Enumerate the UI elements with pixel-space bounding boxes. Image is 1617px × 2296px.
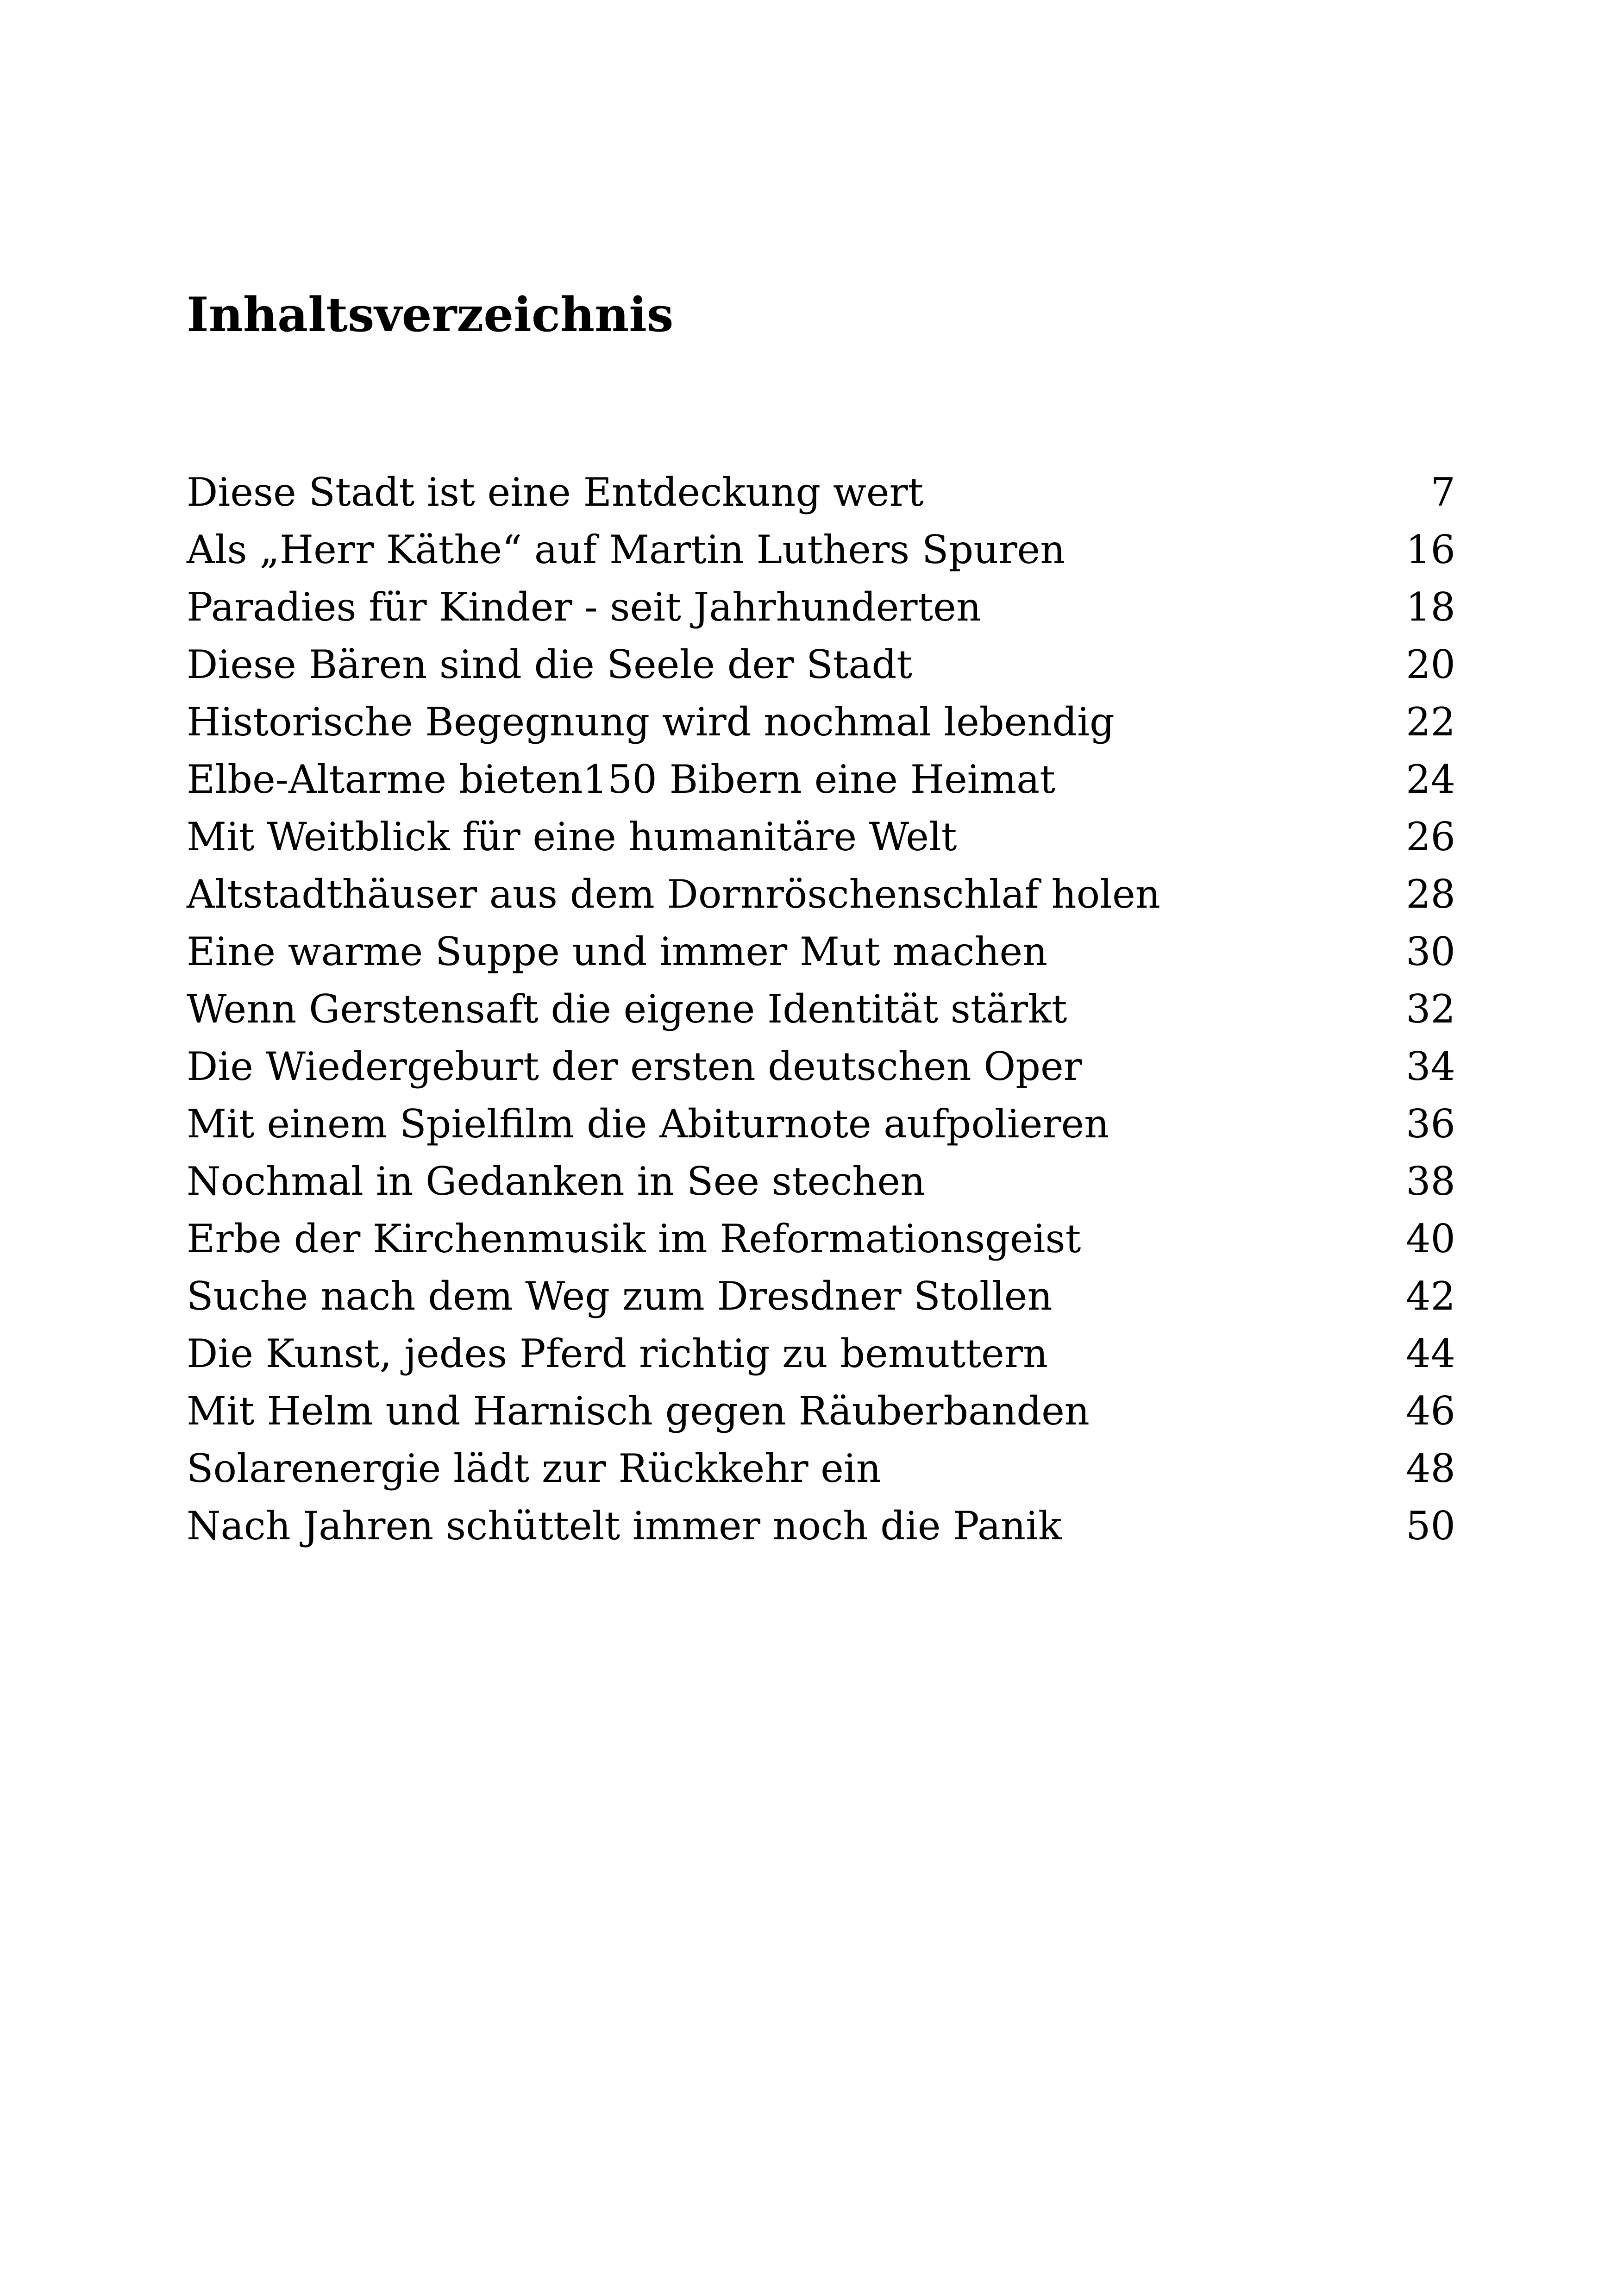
toc-entry-title: Mit Weitblick für eine humanitäre Welt: [187, 814, 957, 859]
toc-entry-title: Erbe der Kirchenmusik im Reformationsgeist: [187, 1216, 1081, 1261]
toc-entry-page-number: 36: [1406, 1101, 1455, 1147]
toc-entry-title: Die Wiedergeburt der ersten deutschen Oper: [187, 1044, 1082, 1089]
toc-entry-title: Nach Jahren schüttelt immer noch die Panik: [187, 1503, 1062, 1549]
toc-entry-title: Elbe-Altarme bieten150 Bibern eine Heimat: [187, 757, 1056, 802]
toc-entry-title: Wenn Gerstensaft die eigene Identität stärkt: [187, 986, 1067, 1032]
toc-entry-page-number: 34: [1406, 1044, 1455, 1089]
toc-entry: [187, 1497, 1455, 1555]
toc-entry: [187, 1267, 1455, 1325]
toc-entry-page-number: 26: [1406, 814, 1455, 859]
toc-entry: [187, 693, 1455, 751]
toc-entry-title: Eine warme Suppe und immer Mut machen: [187, 929, 1048, 974]
toc-entry: [187, 1210, 1455, 1267]
toc-entry: [187, 1440, 1455, 1497]
toc-entry-page-number: 48: [1406, 1446, 1455, 1491]
toc-entry-page-number: 32: [1406, 986, 1455, 1032]
toc-entry-title: Diese Stadt ist eine Entdeckung wert: [187, 470, 924, 515]
toc-entry-page-number: 38: [1406, 1159, 1455, 1204]
toc-entry-title: Altstadthäuser aus dem Dornröschenschlaf holen: [187, 872, 1160, 917]
toc-entry-page-number: 42: [1406, 1273, 1455, 1319]
toc-entry-page-number: 40: [1406, 1216, 1455, 1261]
toc-entry: [187, 578, 1455, 636]
toc-entry-title: Mit Helm und Harnisch gegen Räuberbanden: [187, 1388, 1090, 1434]
toc-entry: [187, 751, 1455, 808]
toc-entry-page-number: 30: [1406, 929, 1455, 974]
toc-entry: [187, 808, 1455, 866]
toc-entry-page-number: 18: [1406, 584, 1455, 630]
toc-entry-title: Suche nach dem Weg zum Dresdner Stollen: [187, 1273, 1053, 1319]
toc-entry-page-number: 44: [1406, 1331, 1455, 1376]
toc-entry: [187, 1382, 1455, 1440]
toc-entry-title: Paradies für Kinder - seit Jahrhunderten: [187, 584, 982, 630]
toc-entry-title: Mit einem Spielfilm die Abiturnote aufpolieren: [187, 1101, 1109, 1147]
toc-entry: [187, 1153, 1455, 1210]
toc-entry-page-number: 46: [1406, 1388, 1455, 1434]
toc-entry-page-number: 20: [1406, 642, 1455, 687]
toc-entry: [187, 1095, 1455, 1153]
toc-entry-page-number: 7: [1430, 470, 1455, 515]
toc-entry-page-number: 50: [1406, 1503, 1455, 1549]
toc-entry: [187, 866, 1455, 923]
toc-entry: [187, 1038, 1455, 1095]
toc-entry-page-number: 22: [1406, 699, 1455, 745]
toc-entry: [187, 923, 1455, 980]
toc-entry-title: Historische Begegnung wird nochmal lebendig: [187, 699, 1115, 745]
toc-entry: [187, 980, 1455, 1038]
toc-entry-title: Die Kunst, jedes Pferd richtig zu bemuttern: [187, 1331, 1048, 1376]
toc-entry-title: Solarenergie lädt zur Rückkehr ein: [187, 1446, 881, 1491]
toc-entry: [187, 1325, 1455, 1382]
toc-entry-page-number: 16: [1406, 527, 1455, 572]
toc-entry-page-number: 28: [1406, 872, 1455, 917]
toc-list: [187, 464, 1455, 1555]
toc-entry-title: Diese Bären sind die Seele der Stadt: [187, 642, 913, 687]
toc-entry-title: Nochmal in Gedanken in See stechen: [187, 1159, 926, 1204]
toc-entry: [187, 521, 1455, 578]
toc-entry-title: Als „Herr Käthe“ auf Martin Luthers Spuren: [187, 527, 1065, 572]
page-title: Inhaltsverzeichnis: [187, 287, 674, 343]
toc-entry: [187, 636, 1455, 693]
toc-entry: [187, 464, 1455, 521]
toc-entry-page-number: 24: [1406, 757, 1455, 802]
